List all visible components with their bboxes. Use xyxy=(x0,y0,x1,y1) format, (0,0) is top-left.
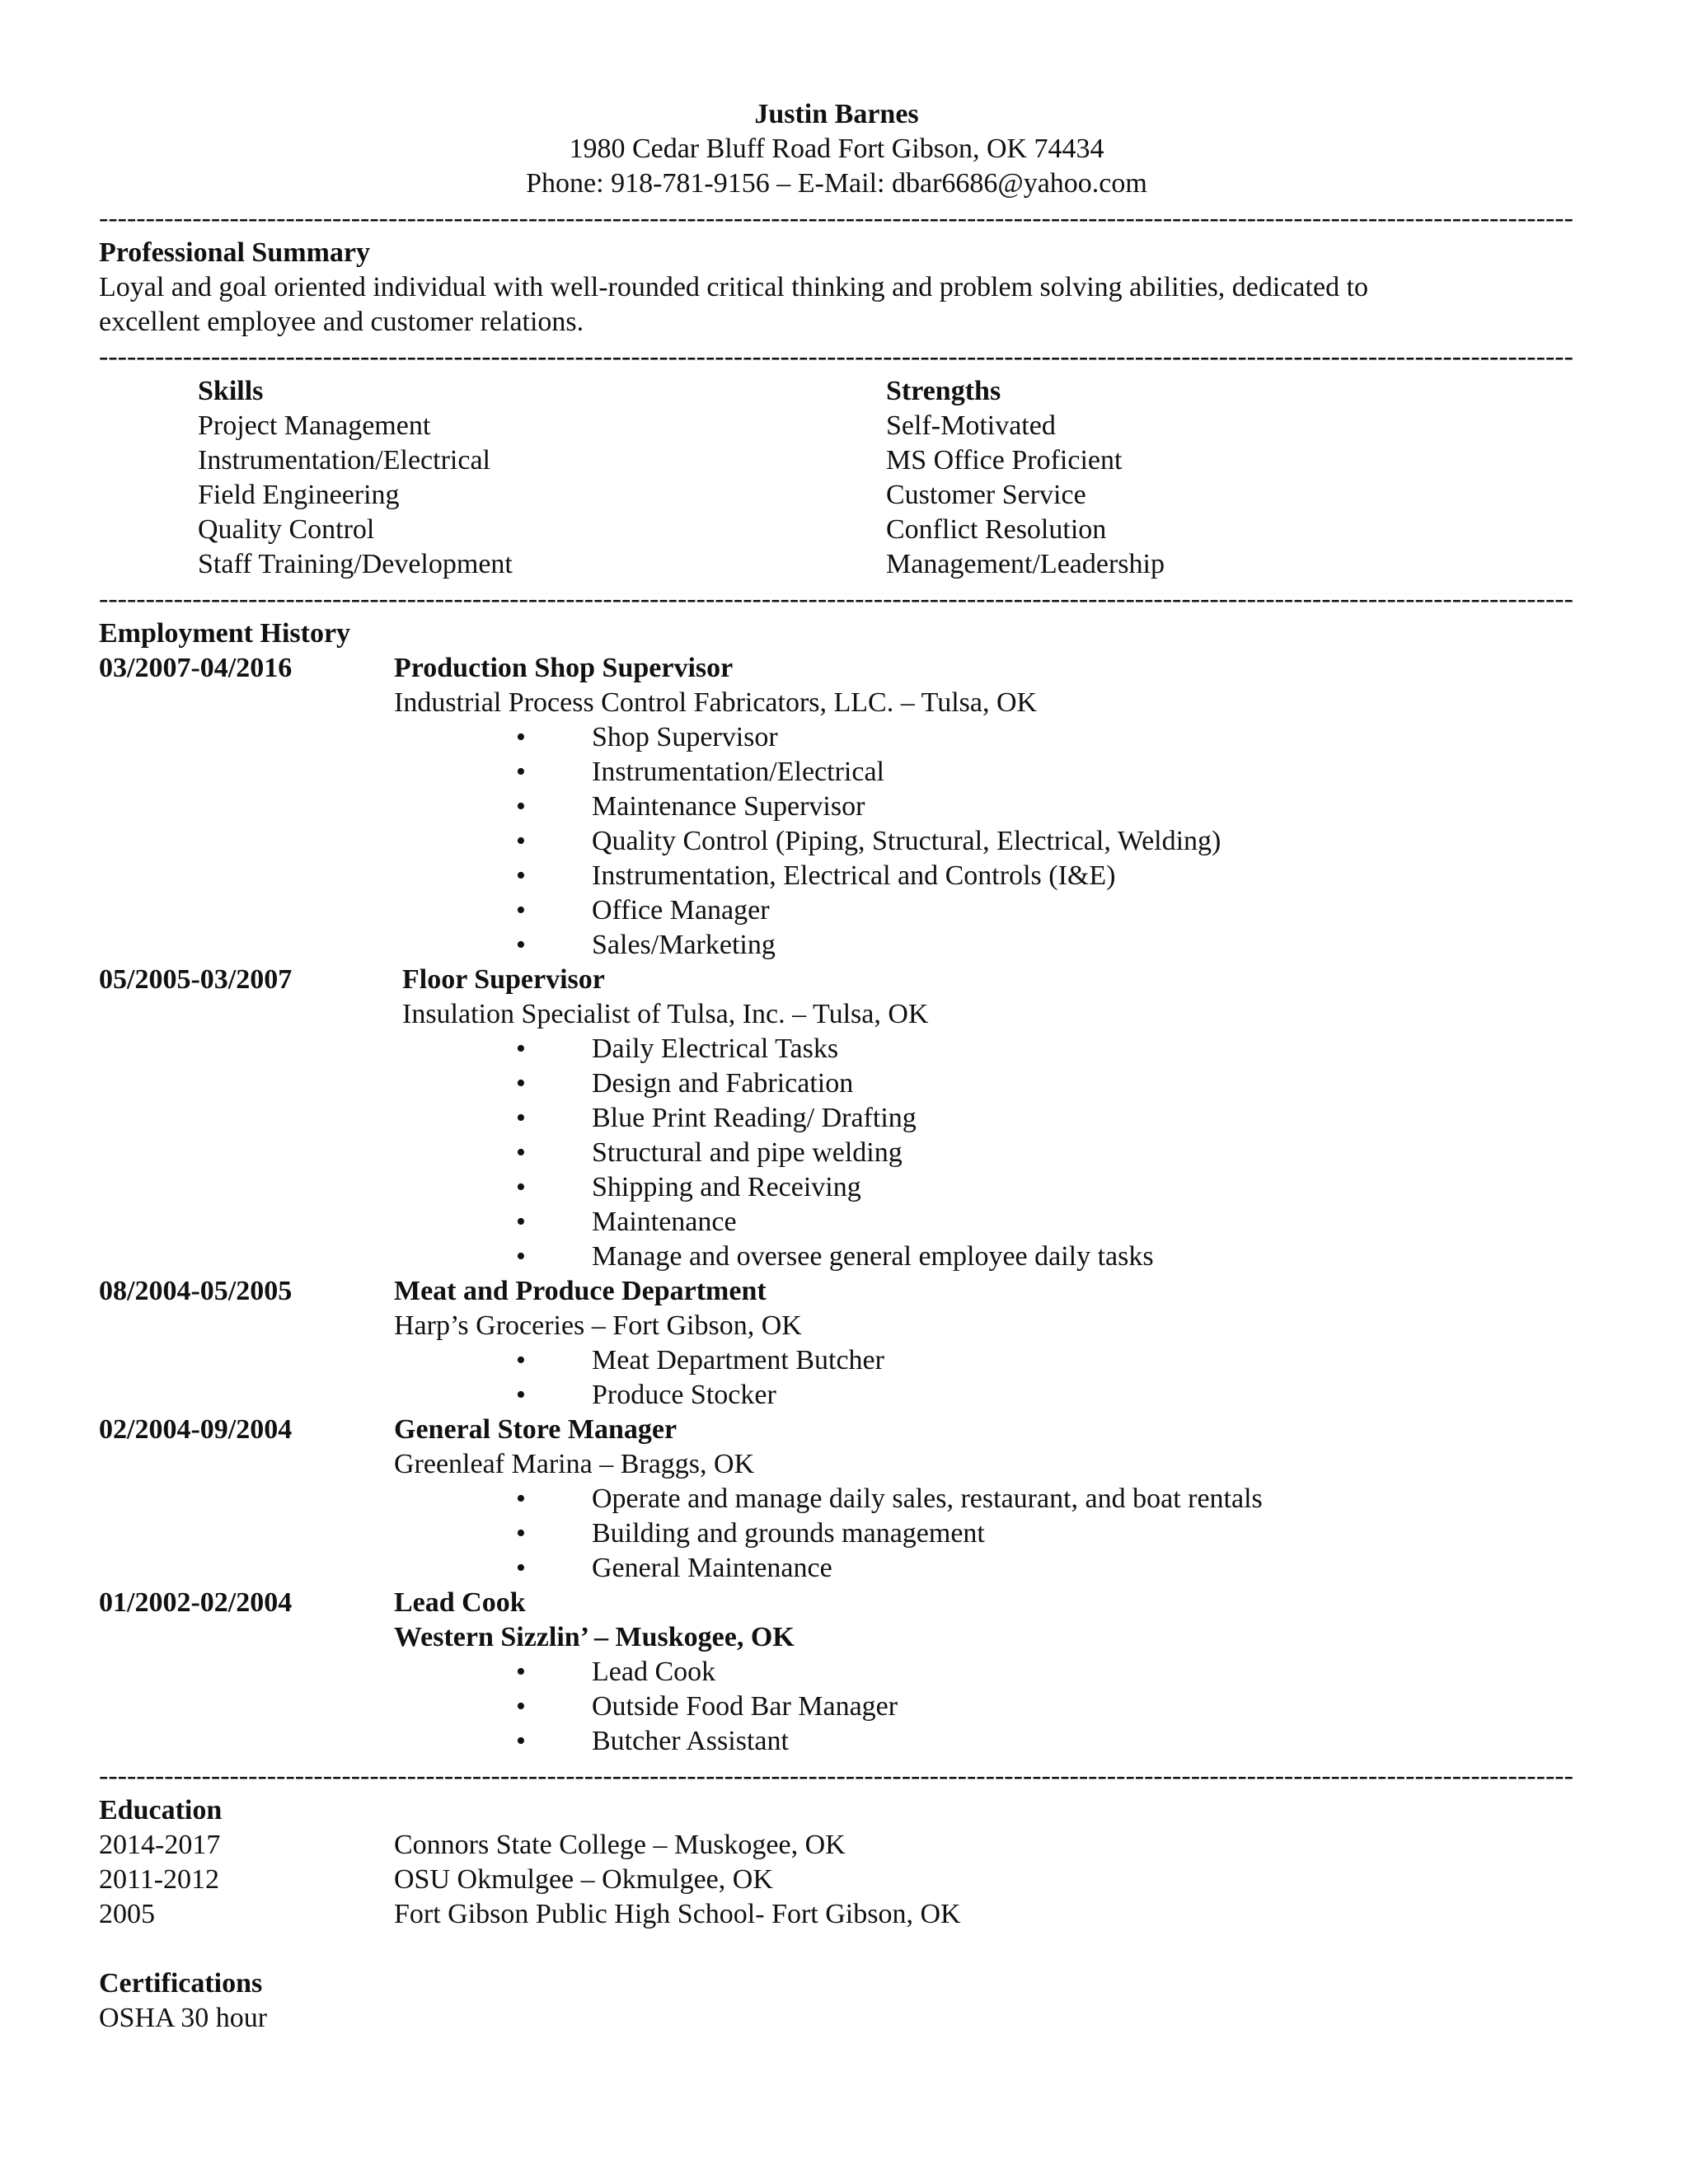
list-item xyxy=(394,1655,1574,1690)
certifications-section xyxy=(99,1966,1574,2036)
list-item xyxy=(394,928,1574,963)
job-body xyxy=(394,651,1574,963)
duty-text: Quality Control (Piping, Structural, Electrical, Welding) xyxy=(592,826,1221,856)
job-entry xyxy=(99,1274,1574,1413)
section-heading: Employment History xyxy=(99,618,351,649)
list-item xyxy=(394,824,1574,859)
list-item xyxy=(394,893,1574,928)
strengths-heading: Strengths xyxy=(886,376,1001,406)
section-heading: Professional Summary xyxy=(99,237,370,268)
bullet-icon: • xyxy=(516,1483,526,1514)
job-company: Industrial Process Control Fabricators, LLC. – Tulsa, OK xyxy=(394,687,1038,718)
job-duties-list xyxy=(394,720,1574,963)
job-duties-list xyxy=(394,1482,1574,1586)
bullet-icon: • xyxy=(516,1137,526,1168)
candidate-contact: Phone: 918-781-9156 – E-Mail: dbar6686@yahoo.com xyxy=(526,168,1147,199)
section-divider xyxy=(99,340,1574,374)
strengths-column xyxy=(886,374,1574,582)
duty-text: Design and Fabrication xyxy=(592,1068,854,1099)
skill-item: Project Management xyxy=(198,410,431,441)
list-item xyxy=(394,1170,1574,1205)
strength-item: Self-Motivated xyxy=(886,410,1056,441)
duty-text: Manage and oversee general employee daily tasks xyxy=(592,1241,1154,1272)
section-divider xyxy=(99,582,1574,616)
job-title: Production Shop Supervisor xyxy=(394,653,734,683)
duty-text: Shipping and Receiving xyxy=(592,1172,861,1202)
section-heading: Education xyxy=(99,1795,223,1825)
job-entry xyxy=(99,1586,1574,1759)
job-dates: 02/2004-09/2004 xyxy=(99,1414,293,1445)
candidate-address: 1980 Cedar Bluff Road Fort Gibson, OK 74434 xyxy=(569,134,1104,164)
list-item xyxy=(394,1240,1574,1274)
duty-text: General Maintenance xyxy=(592,1553,832,1583)
duty-text: Lead Cook xyxy=(592,1657,716,1687)
duty-text: Maintenance Supervisor xyxy=(592,791,865,822)
list-item xyxy=(394,1343,1574,1378)
bullet-icon: • xyxy=(516,1068,526,1099)
job-dates: 08/2004-05/2005 xyxy=(99,1276,293,1306)
strength-item: MS Office Proficient xyxy=(886,445,1123,476)
job-company: Western Sizzlin’ – Muskogee, OK xyxy=(394,1622,795,1652)
job-dates: 05/2005-03/2007 xyxy=(99,964,293,995)
bullet-icon: • xyxy=(516,860,526,891)
list-item xyxy=(394,1136,1574,1170)
bullet-icon: • xyxy=(516,826,526,856)
list-item xyxy=(394,859,1574,893)
bullet-icon: • xyxy=(516,722,526,752)
job-entry xyxy=(99,1413,1574,1586)
education-school: Fort Gibson Public High School- Fort Gibson, OK xyxy=(394,1899,961,1929)
job-title: Meat and Produce Department xyxy=(394,1276,767,1306)
skill-item: Field Engineering xyxy=(198,480,400,510)
job-dates: 01/2002-02/2004 xyxy=(99,1587,293,1618)
list-item xyxy=(394,1205,1574,1240)
education-school: OSU Okmulgee – Okmulgee, OK xyxy=(394,1864,773,1895)
list-item xyxy=(394,1482,1574,1516)
list-item xyxy=(394,1690,1574,1724)
bullet-icon: • xyxy=(516,1033,526,1064)
education-years: 2011-2012 xyxy=(99,1864,220,1895)
skills-heading: Skills xyxy=(198,376,264,406)
duty-text: Shop Supervisor xyxy=(592,722,778,752)
duty-text: Butcher Assistant xyxy=(592,1726,789,1756)
strength-item: Management/Leadership xyxy=(886,549,1165,579)
list-item xyxy=(394,1724,1574,1759)
bullet-icon: • xyxy=(516,1691,526,1722)
education-years: 2014-2017 xyxy=(99,1830,221,1860)
candidate-name: Justin Barnes xyxy=(754,99,919,129)
education-row xyxy=(99,1897,1574,1932)
job-title: General Store Manager xyxy=(394,1414,678,1445)
job-body xyxy=(394,1274,1574,1413)
skill-item: Instrumentation/Electrical xyxy=(198,445,490,476)
bullet-icon: • xyxy=(516,895,526,926)
job-company: Harp’s Groceries – Fort Gibson, OK xyxy=(394,1310,802,1341)
duty-text: Building and grounds management xyxy=(592,1518,985,1549)
job-dates: 03/2007-04/2016 xyxy=(99,653,293,683)
bullet-icon: • xyxy=(516,791,526,822)
bullet-icon: • xyxy=(516,1726,526,1756)
skills-strengths-section xyxy=(99,374,1574,582)
list-item xyxy=(394,1378,1574,1413)
job-duties-list xyxy=(394,1032,1574,1274)
duty-text: Office Manager xyxy=(592,895,770,926)
bullet-icon: • xyxy=(516,1657,526,1687)
bullet-icon: • xyxy=(516,757,526,787)
section-heading: Certifications xyxy=(99,1968,263,1999)
duty-text: Maintenance xyxy=(592,1207,737,1237)
job-body xyxy=(394,1413,1574,1586)
strength-item: Customer Service xyxy=(886,480,1086,510)
skill-item: Quality Control xyxy=(198,514,375,545)
job-title: Floor Supervisor xyxy=(402,964,605,995)
education-years: 2005 xyxy=(99,1899,155,1929)
job-body xyxy=(394,1586,1574,1759)
bullet-icon: • xyxy=(516,1207,526,1237)
bullet-icon: • xyxy=(516,1103,526,1133)
professional-summary-section xyxy=(99,236,1574,340)
summary-text-line: excellent employee and customer relations. xyxy=(99,307,584,337)
duty-text: Outside Food Bar Manager xyxy=(592,1691,898,1722)
bullet-icon: • xyxy=(516,1518,526,1549)
job-company: Insulation Specialist of Tulsa, Inc. – Tulsa, OK xyxy=(402,999,929,1029)
duty-text: Blue Print Reading/ Drafting xyxy=(592,1103,917,1133)
duty-text: Instrumentation/Electrical xyxy=(592,757,884,787)
section-divider xyxy=(99,1759,1574,1793)
education-school: Connors State College – Muskogee, OK xyxy=(394,1830,846,1860)
duty-text: Daily Electrical Tasks xyxy=(592,1033,839,1064)
list-item xyxy=(394,1032,1574,1066)
list-item xyxy=(394,1551,1574,1586)
job-title: Lead Cook xyxy=(394,1587,526,1618)
strength-item: Conflict Resolution xyxy=(886,514,1107,545)
list-item xyxy=(394,1066,1574,1101)
duty-text: Sales/Marketing xyxy=(592,930,776,960)
duty-text: Instrumentation, Electrical and Controls (I&E) xyxy=(592,860,1116,891)
job-body xyxy=(394,963,1574,1274)
list-item xyxy=(394,790,1574,824)
job-duties-list xyxy=(394,1343,1574,1413)
resume-header xyxy=(99,97,1574,201)
spacer xyxy=(99,1932,1574,1966)
bullet-icon: • xyxy=(516,930,526,960)
education-row xyxy=(99,1828,1574,1863)
skill-item: Staff Training/Development xyxy=(198,549,513,579)
duty-text: Structural and pipe welding xyxy=(592,1137,903,1168)
education-section xyxy=(99,1793,1574,1932)
duty-text: Meat Department Butcher xyxy=(592,1345,884,1376)
list-item xyxy=(394,720,1574,755)
summary-text-line: Loyal and goal oriented individual with well-rounded critical thinking and problem solving abilities, dedicated to xyxy=(99,272,1369,302)
job-entry xyxy=(99,963,1574,1274)
resume-page xyxy=(99,97,1574,2036)
list-item xyxy=(394,1101,1574,1136)
bullet-icon: • xyxy=(516,1172,526,1202)
certification-item: OSHA 30 hour xyxy=(99,2003,268,2033)
education-row xyxy=(99,1863,1574,1897)
skills-column xyxy=(198,374,886,582)
duty-text: Operate and manage daily sales, restaurant, and boat rentals xyxy=(592,1483,1263,1514)
list-item xyxy=(394,755,1574,790)
bullet-icon: • xyxy=(516,1241,526,1272)
employment-history-section xyxy=(99,616,1574,1759)
bullet-icon: • xyxy=(516,1380,526,1410)
job-duties-list xyxy=(394,1655,1574,1759)
job-company: Greenleaf Marina – Braggs, OK xyxy=(394,1449,755,1479)
bullet-icon: • xyxy=(516,1345,526,1376)
section-divider xyxy=(99,201,1574,236)
duty-text: Produce Stocker xyxy=(592,1380,776,1410)
list-item xyxy=(394,1516,1574,1551)
job-entry xyxy=(99,651,1574,963)
bullet-icon: • xyxy=(516,1553,526,1583)
